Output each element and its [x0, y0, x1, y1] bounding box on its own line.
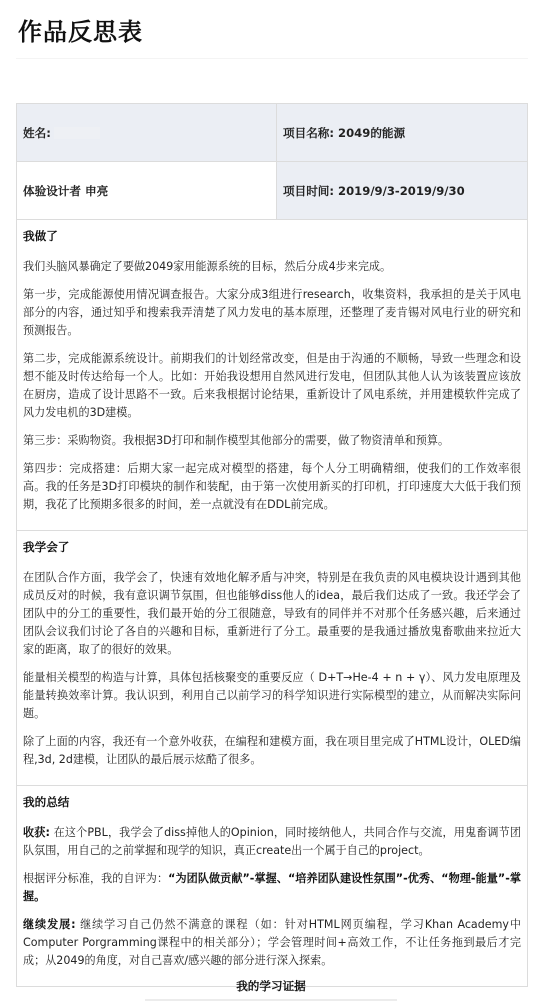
harvest-label: 收获:	[23, 826, 50, 839]
section-heading: 我的总结	[23, 795, 70, 809]
paragraph: 第一步，完成能源使用情况调查报告。大家分成3组进行research，收集资料，我承担的是关于风电部分的内容，通过知乎和搜索我弄清楚了风力发电的基本原理，还整理了麦肯锡对风电行业的研究和预测报告。	[23, 288, 521, 337]
divider	[145, 999, 397, 1001]
reflection-table	[16, 103, 528, 987]
paragraph: 能量相关模型的构造与计算，具体包括核聚变的重要反应（ D+T→He-4 + n + γ）、风力发电原理及能量转换效率计算。我认识到，利用自己以前学习的科学知识进行实际模型的建立，从而解决实际问题。	[23, 671, 521, 720]
name-cell	[17, 104, 277, 161]
harvest-paragraph	[23, 824, 521, 860]
continue-paragraph	[23, 916, 521, 970]
continue-text: 继续学习自己仍然不满意的课程（如：针对HTML网页编程，学习Khan Academy中Computer Porgramming课程中的相关部分）；学会管理时间+高效工作，不让任务拖到最后才完成；从2049的角度，对自己喜欢/感兴趣的部分进行深入探索。	[23, 918, 522, 967]
section-heading: 我做了	[23, 229, 58, 243]
section-learned	[17, 531, 527, 786]
harvest-text: 在这个PBL，我学会了diss掉他人的Opinion，同时接纳他人，共同合作与交流，用鬼畜调节团队氛围，用自己的之前掌握和现学的知识，真正create出一个属于自己的project。	[23, 826, 522, 857]
project-name-cell: 项目名称: 2049的能源	[277, 104, 527, 161]
divider	[16, 58, 528, 59]
section-heading: 我学会了	[23, 540, 70, 554]
name-value	[54, 127, 100, 139]
paragraph: 第二步，完成能源系统设计。前期我们的计划经常改变，但是由于沟通的不顺畅，导致一些理念和设想不能及时传达给每一个人。比如：开始我设想用自然风进行发电，但团队其他人认为该装置应该放在厨房，造成了设计思路不一致。后来我根据讨论结果，重新设计了风电系统，并用建模软件完成了风力发电机的3D建模。	[23, 352, 521, 419]
paragraph: 除了上面的内容，我还有一个意外收获，在编程和建模方面，我在项目里完成了HTML设计，OLED编程,3d, 2d建模，让团队的最后展示炫酷了很多。	[23, 735, 521, 766]
rating-paragraph	[23, 870, 521, 906]
page-title: 作品反思表	[18, 18, 143, 46]
continue-label: 继续发展:	[23, 918, 76, 931]
paragraph: 我们头脑风暴确定了要做2049家用能源系统的目标，然后分成4步来完成。	[23, 260, 392, 273]
evidence-title: 我的学习证据	[236, 979, 306, 993]
project-time-cell: 项目时间: 2019/9/3-2019/9/30	[277, 162, 527, 219]
section-did	[17, 220, 527, 531]
name-label: 姓名:	[23, 125, 51, 140]
rating-prefix: 根据评分标准，我的自评为：	[23, 872, 169, 885]
rating-text: “为团队做贡献”-掌握、“培养团队建设性氛围”-优秀、“物理-能量”-掌握。	[23, 872, 521, 903]
info-row-designer	[17, 162, 527, 220]
info-row-name	[17, 104, 527, 162]
paragraph: 在团队合作方面，我学会了，快速有效地化解矛盾与冲突，特别是在我负责的风电模块设计遇到其他成员反对的时候，我有意识调节氛围，但也能够diss他人的idea，最后我们达成了一致。我还学会了团队中的分工的重要性，我们最开始的分工很随意，导致有的同伴并不对那个任务感兴趣，后来通过团队会议我们讨论了各自的兴趣和目标，重新进行了分工。最重要的是我通过播放鬼畜歌曲来拉近大家的距离，取了的很好的效果。	[23, 571, 521, 656]
designer-cell: 体验设计者 申亮	[17, 162, 277, 219]
paragraph: 第三步：采购物资。我根据3D打印和制作模型其他部分的需要，做了物资清单和预算。	[23, 434, 450, 447]
section-summary	[17, 786, 527, 986]
paragraph: 第四步：完成搭建：后期大家一起完成对模型的搭建，每个人分工明确精细，使我们的工作效率很高。我的任务是3D打印模块的制作和装配，由于第一次使用新买的打印机，打印速度大大低于我们预期，我花了比预期多很多的时间，差一点就没有在DDL前完成。	[23, 462, 521, 511]
